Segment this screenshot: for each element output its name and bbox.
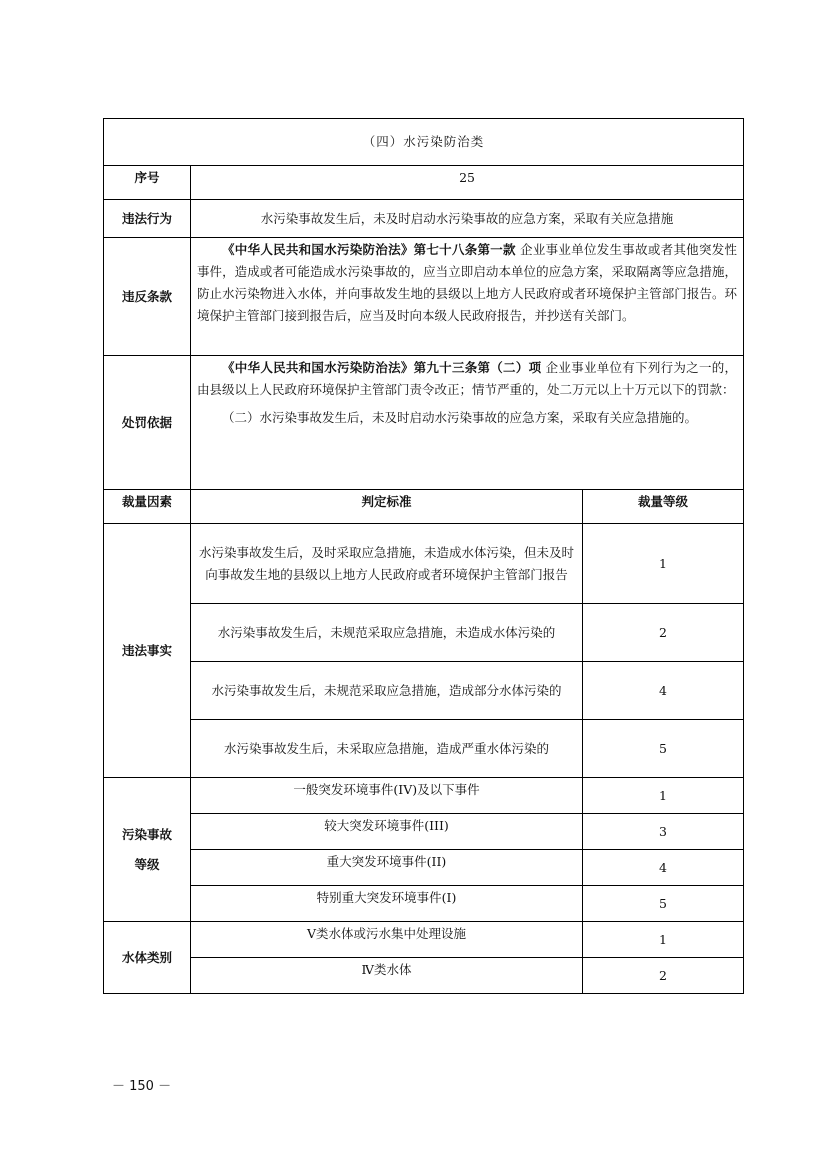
basis-cell xyxy=(191,356,744,490)
basis-paragraph xyxy=(197,357,737,401)
fact-grade: 1 xyxy=(583,524,744,604)
pollution-grade: 4 xyxy=(583,850,744,886)
fact-standard: 水污染事故发生后，及时采取应急措施，未造成水体污染，但未及时向事故发生地的县级以上地方人民政府或者环境保护主管部门报告 xyxy=(191,524,583,604)
water-grade: 2 xyxy=(583,958,744,994)
pollution-label xyxy=(104,778,191,922)
pollution-label-line2: 等级 xyxy=(134,856,160,872)
clause-label: 违反条款 xyxy=(104,238,191,356)
clause-text: 企业事业单位发生事故或者其他突发性事件，造成或者可能造成水污染事故的，应当立即启动本单位的应急方案，采取隔离等应急措施，防止水污染物进入水体，并向事故发生地的县级以上地方人民政府或者环境保护主管部门报告。环境保护主管部门接到报告后，应当及时向本级人民政府报告，并抄送有关部门。 xyxy=(197,242,738,323)
fact-row xyxy=(104,524,744,604)
behavior-row xyxy=(104,200,744,238)
fact-standard: 水污染事故发生后，未采取应急措施，造成严重水体污染的 xyxy=(191,720,583,778)
water-standard: Ⅳ类水体 xyxy=(191,958,583,994)
header-row xyxy=(104,490,744,524)
clause-paragraph xyxy=(197,239,737,327)
basis-text: 企业事业单位有下列行为之一的，由县级以上人民政府环境保护主管部门责令改正；情节严重的，处二万元以上十万元以下的罚款： xyxy=(197,360,737,397)
clause-row xyxy=(104,238,744,356)
basis-law: 《中华人民共和国水污染防治法》第九十三条第（二）项 xyxy=(222,360,542,375)
water-row xyxy=(104,922,744,958)
table-title: （四）水污染防治类 xyxy=(104,119,744,166)
fact-grade: 4 xyxy=(583,662,744,720)
pollution-row xyxy=(104,850,744,886)
water-row xyxy=(104,958,744,994)
pollution-label-line1: 污染事故 xyxy=(121,826,172,842)
water-label: 水体类别 xyxy=(104,922,191,994)
water-standard: Ⅴ类水体或污水集中处理设施 xyxy=(191,922,583,958)
behavior-label: 违法行为 xyxy=(104,200,191,238)
pollution-standard: 特别重大突发环境事件(I) xyxy=(191,886,583,922)
pollution-row xyxy=(104,778,744,814)
discretion-table xyxy=(103,118,744,994)
pollution-grade: 1 xyxy=(583,778,744,814)
pollution-row xyxy=(104,814,744,850)
fact-row xyxy=(104,720,744,778)
fact-standard: 水污染事故发生后，未规范采取应急措施，造成部分水体污染的 xyxy=(191,662,583,720)
pollution-grade: 3 xyxy=(583,814,744,850)
standard-header: 判定标准 xyxy=(191,490,583,524)
behavior-value: 水污染事故发生后，未及时启动水污染事故的应急方案，采取有关应急措施 xyxy=(191,200,744,238)
basis-row xyxy=(104,356,744,490)
pollution-standard: 一般突发环境事件(IV)及以下事件 xyxy=(191,778,583,814)
fact-row xyxy=(104,662,744,720)
pollution-standard: 较大突发环境事件(III) xyxy=(191,814,583,850)
serial-value: 25 xyxy=(191,166,744,200)
basis-label: 处罚依据 xyxy=(104,356,191,490)
serial-row xyxy=(104,166,744,200)
fact-standard: 水污染事故发生后，未规范采取应急措施，未造成水体污染的 xyxy=(191,604,583,662)
clause-law: 《中华人民共和国水污染防治法》第七十八条第一款 xyxy=(222,242,516,257)
fact-grade: 2 xyxy=(583,604,744,662)
factor-header: 裁量因素 xyxy=(104,490,191,524)
basis-item: （二）水污染事故发生后，未及时启动水污染事故的应急方案，采取有关应急措施的。 xyxy=(222,410,698,425)
fact-row xyxy=(104,604,744,662)
pollution-standard: 重大突发环境事件(II) xyxy=(191,850,583,886)
page-number: － 150 － xyxy=(112,1079,172,1094)
water-grade: 1 xyxy=(583,922,744,958)
pollution-row xyxy=(104,886,744,922)
serial-label: 序号 xyxy=(104,166,191,200)
facts-label: 违法事实 xyxy=(104,524,191,778)
title-row xyxy=(104,119,744,166)
clause-cell xyxy=(191,238,744,356)
grade-header: 裁量等级 xyxy=(583,490,744,524)
fact-grade: 5 xyxy=(583,720,744,778)
pollution-grade: 5 xyxy=(583,886,744,922)
